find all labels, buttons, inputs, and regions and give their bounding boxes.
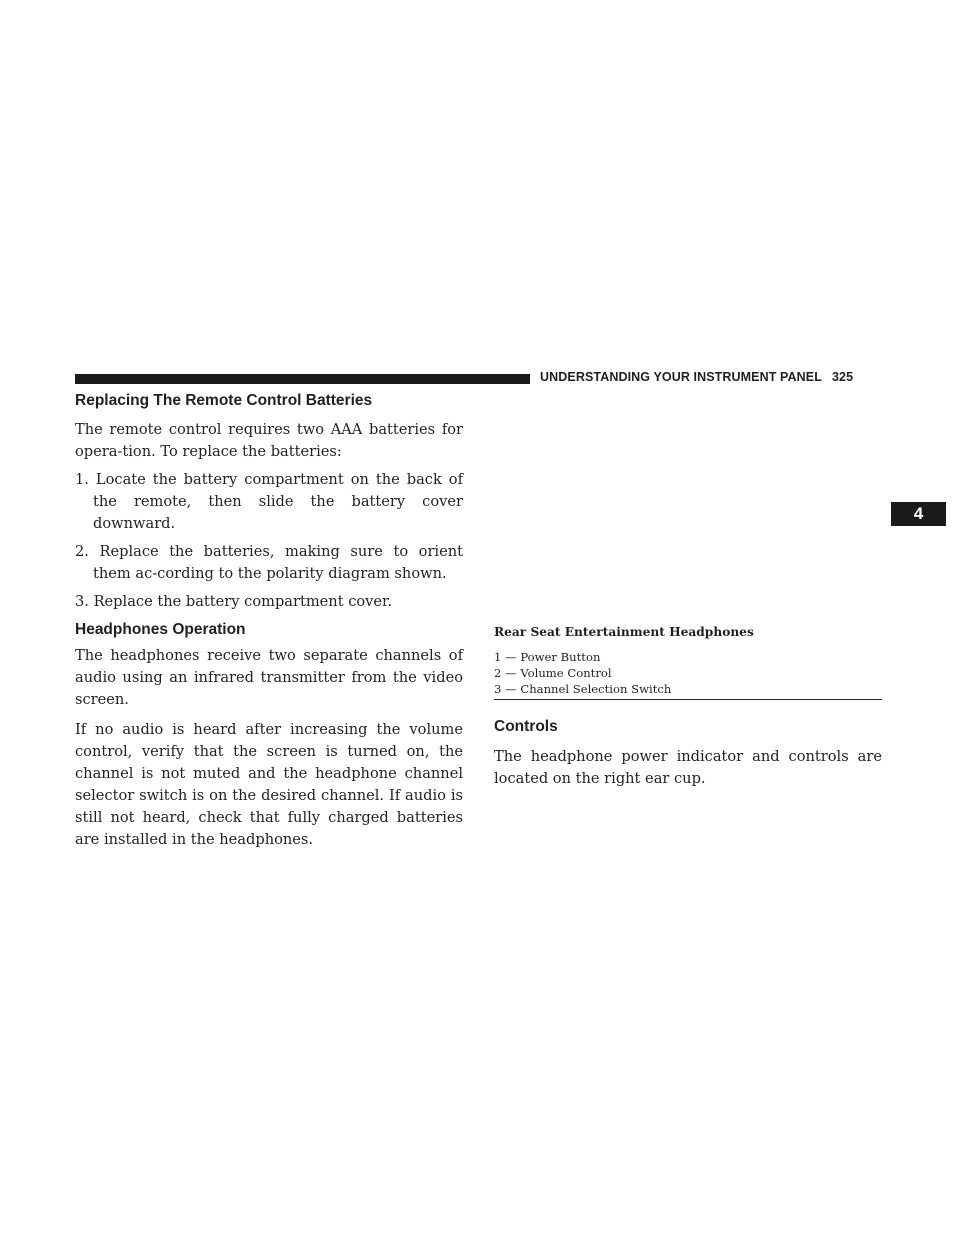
header-bar: [75, 374, 530, 384]
heading-replacing-batteries: Replacing The Remote Control Batteries: [75, 392, 373, 409]
headphones-paragraph-1: The headphones receive two separate channels of audio using an infrared transmitter from the video screen.: [75, 647, 463, 708]
heading-controls: Controls: [494, 718, 558, 735]
chapter-tab[interactable]: 4: [891, 502, 946, 526]
running-header: [540, 370, 853, 384]
legend-item-volume: 2 — Volume Control: [494, 666, 612, 680]
heading-headphones-operation: Headphones Operation: [75, 621, 246, 638]
step-3: 3. Replace the battery compartment cover.: [75, 593, 393, 610]
right-column: [494, 624, 882, 790]
legend-item-power: 1 — Power Button: [494, 650, 601, 664]
legend-item-channel: 3 — Channel Selection Switch: [494, 682, 672, 696]
figure-caption: Rear Seat Entertainment Headphones: [494, 625, 754, 639]
headphones-paragraph-2: If no audio is heard after increasing the volume control, verify that the screen is turned on, the channel is not muted and the headphone channel selector switch is on the desired channel. If audio is still not heard, check that fully charged batteries are installed in the headphones.: [75, 721, 463, 848]
step-2: 2. Replace the batteries, making sure to orient them ac-cording to the polarity diagram shown.: [75, 543, 463, 582]
step-1: 1. Locate the battery compartment on the back of the remote, then slide the battery cover downward.: [75, 471, 463, 532]
left-column: [75, 392, 463, 851]
controls-paragraph: The headphone power indicator and controls are located on the right ear cup.: [494, 748, 882, 787]
section-title: UNDERSTANDING YOUR INSTRUMENT PANEL: [540, 370, 822, 384]
figure-caption-block: [494, 624, 882, 700]
page-number: 325: [831, 370, 854, 384]
intro-paragraph: The remote control requires two AAA batteries for opera-tion. To replace the batteries:: [75, 421, 463, 460]
